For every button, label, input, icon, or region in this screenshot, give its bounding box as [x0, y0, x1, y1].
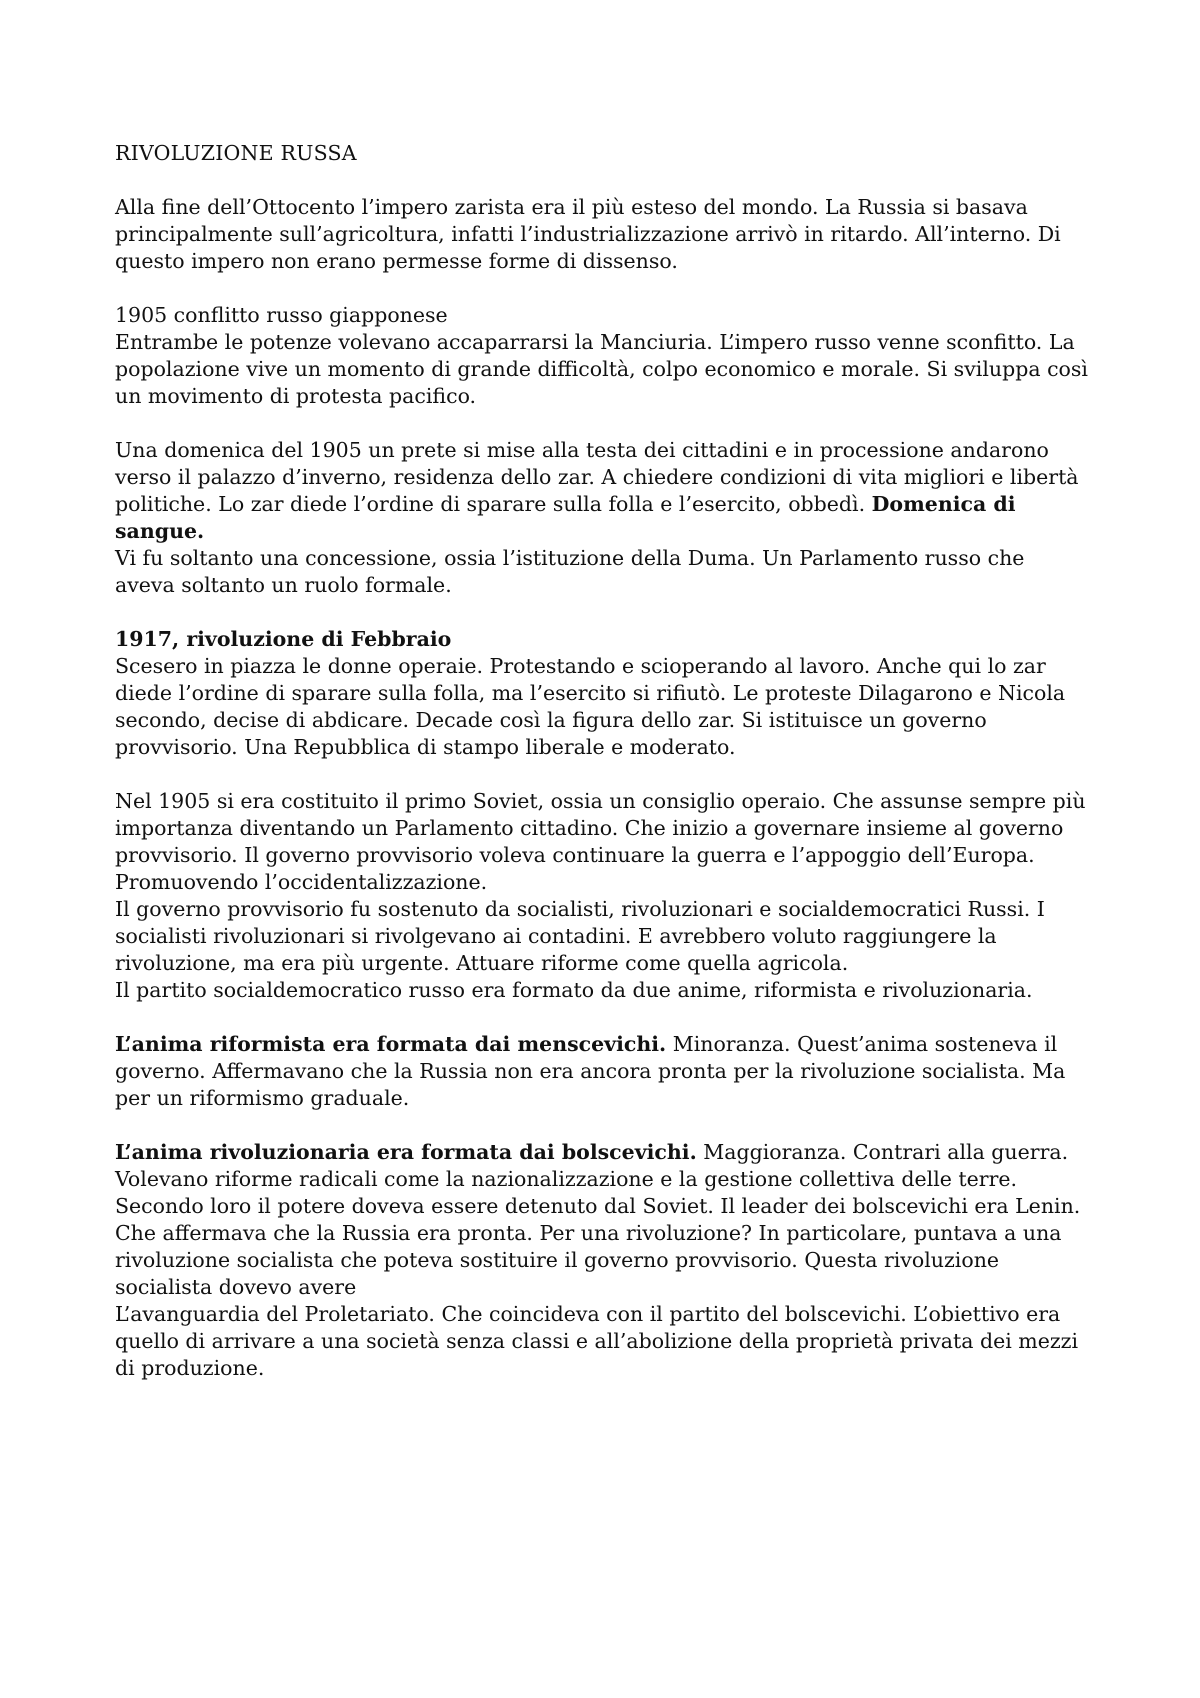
february-1917-heading: 1917, rivoluzione di Febbraio: [115, 627, 452, 651]
bloody-sunday-paragraph: [115, 437, 1090, 545]
duma-paragraph: Vi fu soltanto una concessione, ossia l’istituzione della Duma. Un Parlamento russo che aveva soltanto un ruolo formale.: [115, 546, 1025, 597]
february-1917-paragraph: Scesero in piazza le donne operaie. Protestando e scioperando al lavoro. Anche qui lo zar diede l’ordine di sparare sulla folla, ma l’esercito si rifiutò. Le proteste Dilagarono e Nicola secondo, decise di abdicare. Decade così la figura dello zar. Si istituisce un governo provvisorio. Una Repubblica di stampo liberale e moderato.: [115, 654, 1066, 759]
mensheviks-paragraph: [115, 1031, 1090, 1112]
document-page: [115, 140, 1090, 1382]
soviet-paragraph: Nel 1905 si era costituito il primo Soviet, ossia un consiglio operaio. Che assunse sempre più importanza diventando un Parlamento cittadino. Che inizio a governare insieme al governo provvisorio. Il governo provvisorio voleva continuare la guerra e l’appoggio dell’Europa. Promuovendo l’occidentalizzazione.: [115, 789, 1086, 894]
bolsheviks-bold: L’anima rivoluzionaria era formata dai bolscevichi.: [115, 1140, 697, 1164]
social-democratic-party-paragraph: Il partito socialdemocratico russo era formato da due anime, riformista e rivoluzionaria.: [115, 978, 1033, 1002]
bolsheviks-paragraph: [115, 1139, 1090, 1301]
document-title: RIVOLUZIONE RUSSA: [115, 141, 357, 165]
proletariat-paragraph: L’avanguardia del Proletariato. Che coincideva con il partito del bolscevichi. L’obiettivo era quello di arrivare a una società senza classi e all’abolizione della proprietà privata dei mezzi di produzione.: [115, 1302, 1079, 1380]
provisional-government-paragraph: Il governo provvisorio fu sostenuto da socialisti, rivoluzionari e socialdemocratici Russi. I socialisti rivoluzionari si rivolgevano ai contadini. E avrebbero voluto raggiungere la rivoluzione, ma era più urgente. Attuare riforme come quella agricola.: [115, 897, 1045, 975]
mensheviks-text: Minoranza. Quest’anima sosteneva il governo. Affermavano che la Russia non era ancora pronta per la rivoluzione socialista. Ma per un riformismo graduale.: [115, 1032, 1066, 1110]
bloody-sunday-text: Una domenica del 1905 un prete si mise alla testa dei cittadini e in processione andarono verso il palazzo d’inverno, residenza dello zar. A chiedere condizioni di vita migliori e libertà politiche. Lo zar diede l’ordine di sparare sulla folla e l’esercito, obbedì.: [115, 438, 1079, 516]
war-1905-paragraph: Entrambe le potenze volevano accaparrarsi la Manciuria. L’impero russo venne sconfitto. La popolazione vive un momento di grande difficoltà, colpo economico e morale. Si sviluppa così un movimento di protesta pacifico.: [115, 330, 1088, 408]
bloody-sunday-bold: Domenica di sangue.: [115, 492, 1016, 543]
bolsheviks-text: Maggioranza. Contrari alla guerra. Volevano riforme radicali come la nazionalizzazione e la gestione collettiva delle terre. Secondo loro il potere doveva essere detenuto dal Soviet. Il leader dei bolscevichi era Lenin. Che affermava che la Russia era pronta. Per una rivoluzione? In particolare, puntava a una rivoluzione socialista che poteva sostituire il governo provvisorio. Questa rivoluzione socialista dovevo avere: [115, 1140, 1081, 1299]
mensheviks-bold: L’anima riformista era formata dai menscevichi.: [115, 1032, 667, 1056]
intro-paragraph: Alla fine dell’Ottocento l’impero zarista era il più esteso del mondo. La Russia si basava principalmente sull’agricoltura, infatti l’industrializzazione arrivò in ritardo. All’interno. Di questo impero non erano permesse forme di dissenso.: [115, 195, 1061, 273]
war-1905-heading: 1905 conflitto russo giapponese: [115, 303, 448, 327]
